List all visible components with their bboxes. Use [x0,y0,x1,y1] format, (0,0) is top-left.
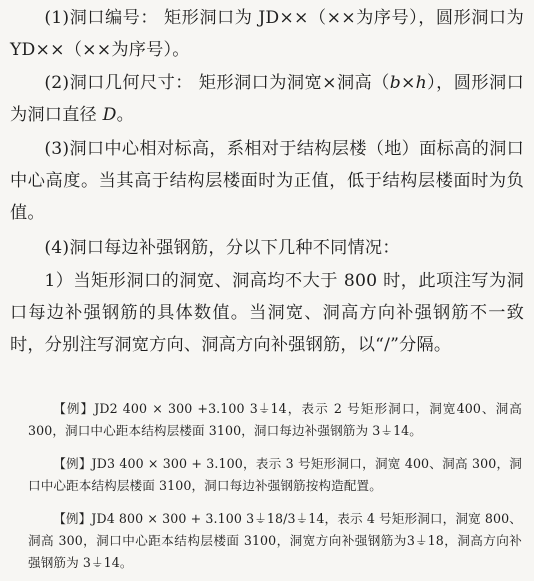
size-text-b: ），圆形洞口为洞口直径 [10,73,524,125]
size-text-a: (2)洞口几何尺寸： 矩形洞口为洞宽×洞高（ [44,73,390,93]
size-symbol-d: D [102,105,117,125]
paragraph-center-elevation: (3)洞口中心相对标高，系相对于结构层楼（地）面标高的洞口中心高度。当其高于结构层楼面时为正值，低于结构层楼面时为负值。 [10,139,524,223]
size-text-c: 。 [116,105,134,125]
example-jd2: 【例】JD2 400 × 300 +3.100 3⏚14，表示 2 号矩形洞口，洞宽400、洞高 300，洞口中心距本结构层楼面 3100，洞口每边补强钢筋为 3⏚14。 [28,401,522,438]
paragraph-opening-size [10,67,524,131]
size-symbol-bh: b×h [389,73,427,93]
paragraph-reinforcement-heading: (4)洞口每边补强钢筋，分以下几种不同情况： [44,238,400,258]
paragraph-opening-code: (1)洞口编号： 矩形洞口为 JD××（××为序号），圆形洞口为 YD××（××为序号）。 [10,8,524,60]
paragraph-reinforcement-case-1: 1）当矩形洞口的洞宽、洞高均不大于 800 时，此项注写为洞口每边补强钢筋的具体数值。当洞宽、洞高方向补强钢筋不一致时，分别注写洞宽方向、洞高方向补强钢筋，以“/”分隔。 [10,271,524,355]
example-jd4: 【例】JD4 800 × 300 + 3.100 3⏚18/3⏚14，表示 4 号矩形洞口，洞宽 800、洞高 300，洞口中心距本结构层楼面 3100，洞宽方向补强钢筋为3⏚18，洞高方向补强钢筋为 3⏚14。 [28,511,522,570]
example-jd3: 【例】JD3 400 × 300 + 3.100，表示 3 号矩形洞口，洞宽 400、洞高 300，洞口中心距本结构层楼面 3100，洞口每边补强钢筋按构造配置。 [28,456,522,493]
